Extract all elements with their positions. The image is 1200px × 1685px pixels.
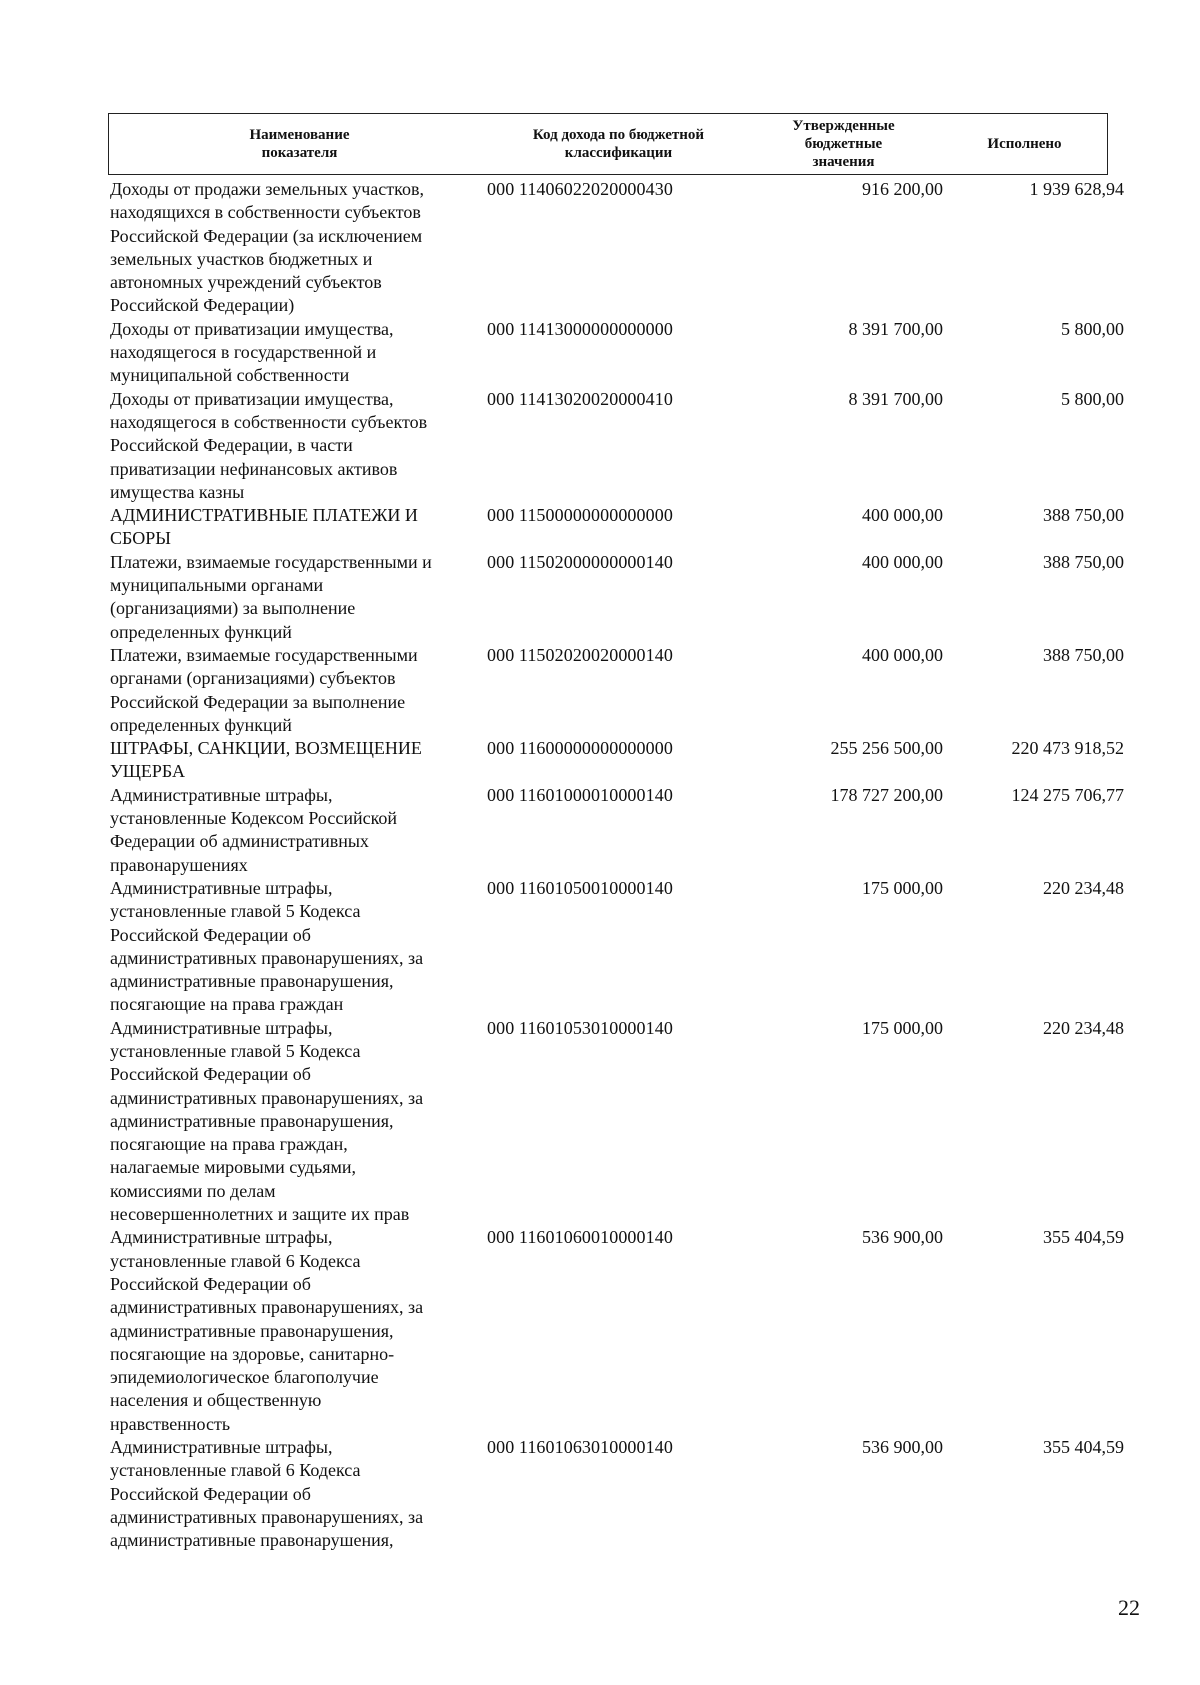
row-executed: 5 800,00 — [1061, 388, 1124, 409]
row-code: 000 11601053010000140 — [487, 1017, 673, 1038]
header-name: Наименование показателя — [249, 127, 350, 161]
table-row — [110, 388, 1124, 504]
row-code: 000 11601063010000140 — [487, 1437, 673, 1458]
row-approved: 178 727 200,00 — [830, 784, 943, 805]
header-executed: Исполнено — [987, 136, 1062, 152]
row-approved: 8 391 700,00 — [848, 388, 943, 409]
row-executed: 388 750,00 — [1043, 644, 1124, 665]
row-executed: 388 750,00 — [1043, 505, 1124, 526]
row-name: АДМИНИСТРАТИВНЫЕ ПЛАТЕЖИ И СБОРЫ — [110, 505, 418, 549]
row-executed: 355 404,59 — [1043, 1227, 1124, 1248]
row-name: Платежи, взимаемые государственными органами (организациями) субъектов Российской Федерации за выполнение определенных функций — [110, 644, 418, 735]
row-code: 000 11600000000000000 — [487, 738, 673, 759]
row-executed: 220 473 918,52 — [1011, 738, 1124, 759]
row-executed: 355 404,59 — [1043, 1437, 1124, 1458]
table-row — [110, 318, 1124, 388]
row-approved: 536 900,00 — [862, 1437, 943, 1458]
table-row — [110, 644, 1124, 737]
row-executed: 220 234,48 — [1043, 1017, 1124, 1038]
row-name: Платежи, взимаемые государственными и муниципальными органами (организациями) за выполнение определенных функций — [110, 551, 432, 642]
row-name: Административные штрафы, установленные Кодексом Российской Федерации об административных правонарушениях — [110, 784, 398, 875]
row-code: 000 11406022020000430 — [487, 179, 673, 199]
row-executed: 1 939 628,94 — [1029, 179, 1124, 199]
row-executed: 124 275 706,77 — [1011, 784, 1124, 805]
row-name: Административные штрафы, установленные главой 5 Кодекса Российской Федерации об административных правонарушениях, за административные правонарушения, посягающие на права граждан, налагаемые мировыми судьями, комиссиями по делам несовершеннолетних и защите их прав — [110, 1017, 424, 1225]
page-number: 22 — [1118, 1595, 1140, 1620]
row-approved: 916 200,00 — [862, 179, 943, 199]
table-row — [110, 1436, 1124, 1552]
row-code: 000 11502000000000140 — [487, 551, 673, 572]
row-name: ШТРАФЫ, САНКЦИИ, ВОЗМЕЩЕНИЕ УЩЕРБА — [110, 738, 422, 782]
row-approved: 255 256 500,00 — [830, 738, 943, 759]
row-executed: 388 750,00 — [1043, 551, 1124, 572]
header-approved: Утвержденные бюджетные значения — [792, 118, 895, 170]
row-approved: 8 391 700,00 — [848, 318, 943, 339]
table-row — [110, 504, 1124, 551]
header-code: Код дохода по бюджетной классификации — [532, 127, 705, 161]
table-row — [110, 1226, 1124, 1436]
row-approved: 175 000,00 — [862, 1017, 943, 1038]
row-approved: 400 000,00 — [862, 505, 943, 526]
row-code: 000 11601060010000140 — [487, 1227, 673, 1248]
table-row — [110, 877, 1124, 1017]
table-row — [110, 1017, 1124, 1227]
table-header — [108, 113, 1108, 175]
row-code: 000 11601000010000140 — [487, 784, 673, 805]
row-name: Административные штрафы, установленные главой 6 Кодекса Российской Федерации об административных правонарушениях, за административные правонарушения, посягающие на здоровье, санитарно- эпидемиологическое благополучие населения и общественную нравственность — [110, 1227, 424, 1434]
table-row — [110, 784, 1124, 877]
row-name: Доходы от приватизации имущества, находящегося в государственной и муниципальной собственности — [110, 318, 394, 386]
row-executed: 5 800,00 — [1061, 318, 1124, 339]
row-executed: 220 234,48 — [1043, 877, 1124, 898]
row-approved: 400 000,00 — [862, 551, 943, 572]
row-name: Административные штрафы, установленные главой 6 Кодекса Российской Федерации об административных правонарушениях, за административные правонарушения, — [110, 1437, 424, 1551]
row-code: 000 11502020020000140 — [487, 644, 673, 665]
row-code: 000 11413020020000410 — [487, 388, 673, 409]
row-approved: 536 900,00 — [862, 1227, 943, 1248]
row-code: 000 11601050010000140 — [487, 877, 673, 898]
table-body — [110, 178, 1124, 1553]
table-row — [110, 551, 1124, 644]
row-name: Административные штрафы, установленные главой 5 Кодекса Российской Федерации об административных правонарушениях, за административные правонарушения, посягающие на права граждан — [110, 877, 424, 1015]
row-approved: 175 000,00 — [862, 877, 943, 898]
row-name: Доходы от продажи земельных участков, находящихся в собственности субъектов Российской Федерации (за исключением земельных участков бюджетных и автономных учреждений субъектов Российской Федерации) — [110, 179, 424, 316]
row-approved: 400 000,00 — [862, 644, 943, 665]
table-row — [110, 178, 1124, 318]
table-row — [110, 737, 1124, 784]
row-code: 000 11500000000000000 — [487, 505, 673, 526]
row-name: Доходы от приватизации имущества, находящегося в собственности субъектов Российской Федерации, в части приватизации нефинансовых активов имущества казны — [110, 388, 428, 502]
row-code: 000 11413000000000000 — [487, 318, 673, 339]
